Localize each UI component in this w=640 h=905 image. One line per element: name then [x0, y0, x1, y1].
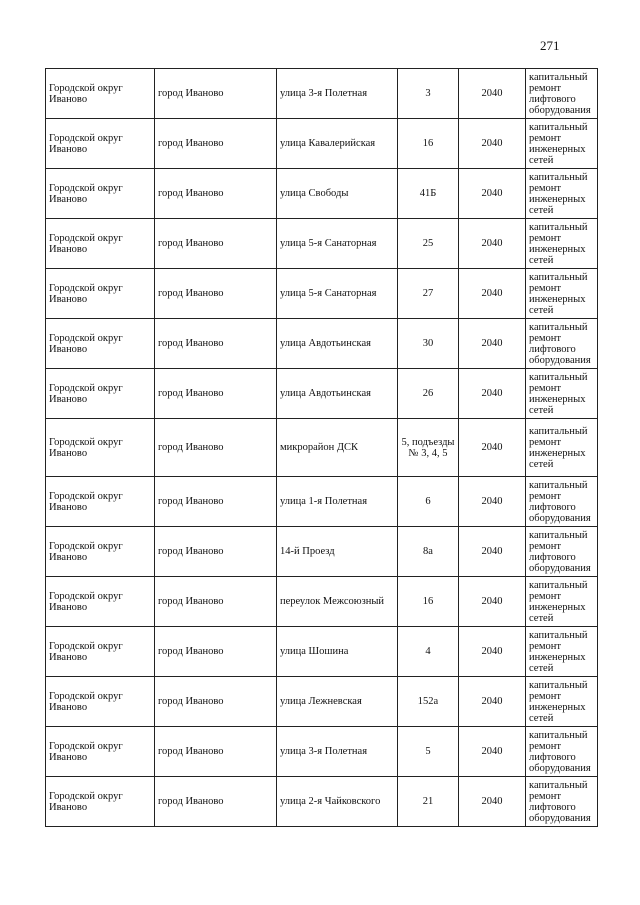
table-row: [46, 419, 598, 477]
street-cell: улица 3-я Полетная: [277, 69, 398, 119]
city-cell: город Иваново: [155, 727, 277, 777]
district-cell: Городской округ Иваново: [46, 69, 155, 119]
work-type-cell: капитальный ремонт инженерных сетей: [526, 169, 598, 219]
district-cell: Городской округ Иваново: [46, 477, 155, 527]
year-cell: 2040: [459, 369, 526, 419]
house-number-cell: 8а: [398, 527, 459, 577]
district-cell: Городской округ Иваново: [46, 727, 155, 777]
work-type-cell: капитальный ремонт лифтового оборудования: [526, 527, 598, 577]
year-cell: 2040: [459, 527, 526, 577]
house-number-cell: 25: [398, 219, 459, 269]
city-cell: город Иваново: [155, 419, 277, 477]
year-cell: 2040: [459, 627, 526, 677]
district-cell: Городской округ Иваново: [46, 577, 155, 627]
street-cell: улица Авдотьинская: [277, 369, 398, 419]
work-type-cell: капитальный ремонт лифтового оборудования: [526, 319, 598, 369]
house-number-cell: 30: [398, 319, 459, 369]
table-row: [46, 169, 598, 219]
street-cell: улица Лежневская: [277, 677, 398, 727]
street-cell: улица 2-я Чайковского: [277, 777, 398, 827]
house-number-cell: 3: [398, 69, 459, 119]
work-type-cell: капитальный ремонт лифтового оборудования: [526, 777, 598, 827]
year-cell: 2040: [459, 119, 526, 169]
house-number-cell: 27: [398, 269, 459, 319]
district-cell: Городской округ Иваново: [46, 777, 155, 827]
work-type-cell: капитальный ремонт инженерных сетей: [526, 627, 598, 677]
district-cell: Городской округ Иваново: [46, 677, 155, 727]
street-cell: улица 5-я Санаторная: [277, 269, 398, 319]
table-row: [46, 577, 598, 627]
district-cell: Городской округ Иваново: [46, 169, 155, 219]
work-type-cell: капитальный ремонт инженерных сетей: [526, 219, 598, 269]
table-row: [46, 627, 598, 677]
house-number-cell: 16: [398, 577, 459, 627]
district-cell: Городской округ Иваново: [46, 269, 155, 319]
street-cell: микрорайон ДСК: [277, 419, 398, 477]
city-cell: город Иваново: [155, 677, 277, 727]
city-cell: город Иваново: [155, 527, 277, 577]
street-cell: улица Авдотьинская: [277, 319, 398, 369]
city-cell: город Иваново: [155, 369, 277, 419]
house-number-cell: 41Б: [398, 169, 459, 219]
year-cell: 2040: [459, 69, 526, 119]
street-cell: улица 5-я Санаторная: [277, 219, 398, 269]
city-cell: город Иваново: [155, 169, 277, 219]
city-cell: город Иваново: [155, 119, 277, 169]
district-cell: Городской округ Иваново: [46, 627, 155, 677]
street-cell: улица Шошина: [277, 627, 398, 677]
year-cell: 2040: [459, 219, 526, 269]
repair-schedule-table: [45, 68, 598, 827]
district-cell: Городской округ Иваново: [46, 369, 155, 419]
house-number-cell: 6: [398, 477, 459, 527]
table-row: [46, 527, 598, 577]
table-row: [46, 319, 598, 369]
work-type-cell: капитальный ремонт лифтового оборудования: [526, 69, 598, 119]
district-cell: Городской округ Иваново: [46, 119, 155, 169]
work-type-cell: капитальный ремонт лифтового оборудования: [526, 477, 598, 527]
table-row: [46, 777, 598, 827]
work-type-cell: капитальный ремонт инженерных сетей: [526, 369, 598, 419]
city-cell: город Иваново: [155, 219, 277, 269]
city-cell: город Иваново: [155, 577, 277, 627]
district-cell: Городской округ Иваново: [46, 219, 155, 269]
district-cell: Городской округ Иваново: [46, 527, 155, 577]
city-cell: город Иваново: [155, 627, 277, 677]
city-cell: город Иваново: [155, 269, 277, 319]
street-cell: улица Кавалерийская: [277, 119, 398, 169]
house-number-cell: 16: [398, 119, 459, 169]
year-cell: 2040: [459, 677, 526, 727]
house-number-cell: 21: [398, 777, 459, 827]
table-row: [46, 219, 598, 269]
work-type-cell: капитальный ремонт инженерных сетей: [526, 269, 598, 319]
year-cell: 2040: [459, 319, 526, 369]
page-number: 271: [540, 38, 560, 53]
table-row: [46, 269, 598, 319]
work-type-cell: капитальный ремонт инженерных сетей: [526, 577, 598, 627]
house-number-cell: 152а: [398, 677, 459, 727]
table-row: [46, 119, 598, 169]
house-number-cell: 26: [398, 369, 459, 419]
year-cell: 2040: [459, 169, 526, 219]
table-body: [46, 69, 598, 827]
work-type-cell: капитальный ремонт инженерных сетей: [526, 419, 598, 477]
table-row: [46, 69, 598, 119]
work-type-cell: капитальный ремонт лифтового оборудования: [526, 727, 598, 777]
city-cell: город Иваново: [155, 477, 277, 527]
table-row: [46, 477, 598, 527]
year-cell: 2040: [459, 269, 526, 319]
work-type-cell: капитальный ремонт инженерных сетей: [526, 119, 598, 169]
year-cell: 2040: [459, 777, 526, 827]
street-cell: улица 1-я Полетная: [277, 477, 398, 527]
table-row: [46, 727, 598, 777]
city-cell: город Иваново: [155, 69, 277, 119]
street-cell: переулок Межсоюзный: [277, 577, 398, 627]
house-number-cell: 5: [398, 727, 459, 777]
year-cell: 2040: [459, 577, 526, 627]
year-cell: 2040: [459, 419, 526, 477]
table-row: [46, 677, 598, 727]
street-cell: улица Свободы: [277, 169, 398, 219]
house-number-cell: 4: [398, 627, 459, 677]
house-number-cell: 5, подъезды № 3, 4, 5: [398, 419, 459, 477]
district-cell: Городской округ Иваново: [46, 419, 155, 477]
district-cell: Городской округ Иваново: [46, 319, 155, 369]
city-cell: город Иваново: [155, 777, 277, 827]
work-type-cell: капитальный ремонт инженерных сетей: [526, 677, 598, 727]
year-cell: 2040: [459, 477, 526, 527]
city-cell: город Иваново: [155, 319, 277, 369]
year-cell: 2040: [459, 727, 526, 777]
table-row: [46, 369, 598, 419]
street-cell: 14-й Проезд: [277, 527, 398, 577]
street-cell: улица 3-я Полетная: [277, 727, 398, 777]
